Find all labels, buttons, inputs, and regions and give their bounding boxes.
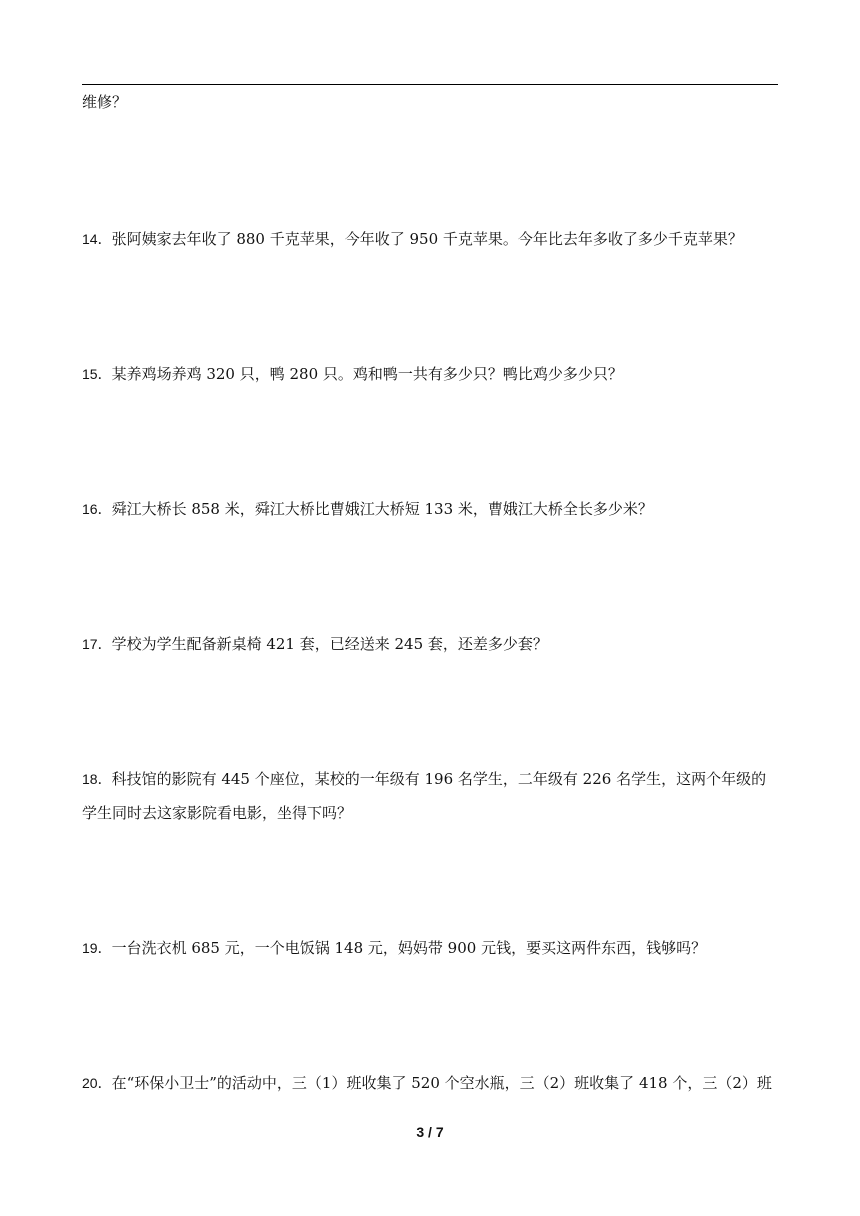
question-text: 科技馆的影院有 445 个座位，某校的一年级有 196 名学生，二年级有 226 名学生，这两个年级的 <box>111 770 767 788</box>
page-number: 3 / 7 <box>416 1124 444 1140</box>
question-text: 张阿姨家去年收了 880 千克苹果，今年收了 950 千克苹果。今年比去年多收了多少千克苹果？ <box>111 230 743 248</box>
continuation-text: 维修？ <box>82 93 128 111</box>
header-rule <box>82 84 778 85</box>
question-text: 某养鸡场养鸡 320 只，鸭 280 只。鸡和鸭一共有多少只？鸭比鸡少多少只？ <box>111 365 623 383</box>
question-text: 学校为学生配备新桌椅 421 套，已经送来 245 套，还差多少套？ <box>111 635 548 653</box>
question-number: 19． <box>82 940 112 956</box>
question-line <box>82 769 782 789</box>
question-text: 舜江大桥长 858 米，舜江大桥比曹娥江大桥短 133 米，曹娥江大桥全长多少米？ <box>111 500 653 518</box>
question-line: 学生同时去这家影院看电影，坐得下吗？ <box>82 804 353 822</box>
question-line <box>82 938 782 958</box>
question-line <box>82 634 782 654</box>
question-number: 18． <box>82 771 112 787</box>
question-number: 20． <box>82 1075 112 1091</box>
question-line <box>82 229 782 249</box>
question-line <box>82 364 782 384</box>
question-text: 一台洗衣机 685 元，一个电饭锅 148 元，妈妈带 900 元钱，要买这两件东西，钱够吗？ <box>111 939 707 957</box>
question-text: 在“环保小卫士”的活动中，三（1）班收集了 520 个空水瓶，三（2）班收集了 418 个，三（2）班 <box>111 1074 772 1092</box>
question-number: 14． <box>82 231 112 247</box>
question-number: 15． <box>82 366 112 382</box>
question-line <box>82 1073 782 1093</box>
question-number: 16． <box>82 501 112 517</box>
question-line <box>82 499 782 519</box>
question-number: 17． <box>82 636 112 652</box>
